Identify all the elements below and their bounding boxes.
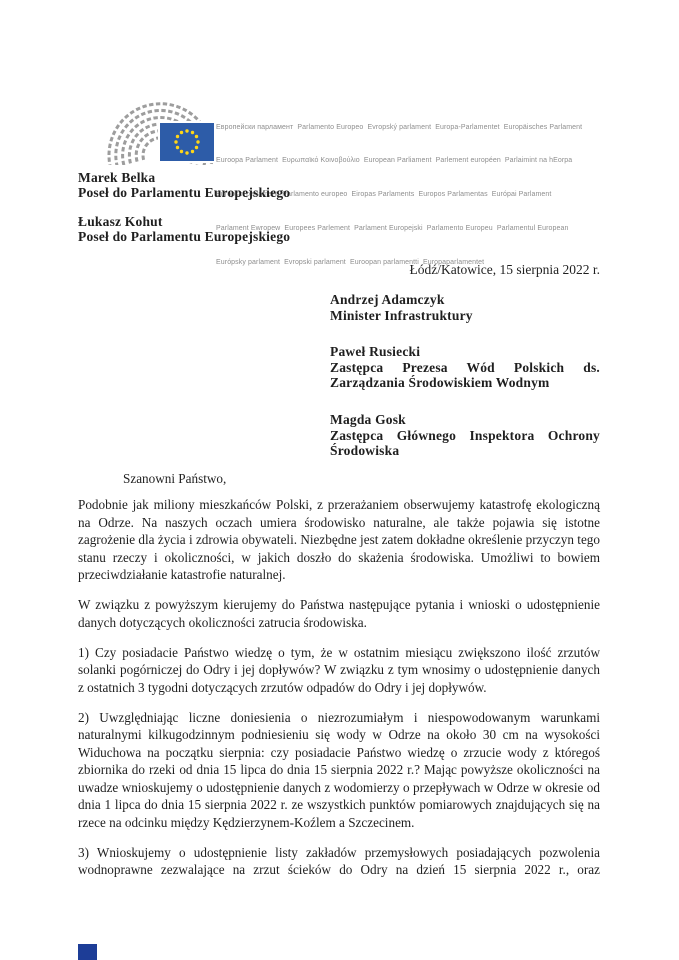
sender-block <box>78 170 600 244</box>
recipient-title: Zastępca Prezesa Wód Polskich ds. Zarządzania Środowiskiem Wodnym <box>330 359 600 390</box>
sender-1 <box>78 170 600 200</box>
sender-title: Poseł do Parlamentu Europejskiego <box>78 185 291 200</box>
logo-text-line: Euroopa Parlament Ευρωπαϊκό Κοινοβούλιο European Parliament Parlement européen Parlaimint na hEorpa <box>216 157 573 165</box>
sender-2 <box>78 214 600 244</box>
recipient-1 <box>330 292 600 323</box>
sender-name: Łukasz Kohut <box>78 214 163 229</box>
salutation: Szanowni Państwo, <box>123 471 227 486</box>
logo-text-line: Európsky parlament Evropski parlament Euroopan parlamentti Europaparlamentet <box>216 259 485 267</box>
sender-title: Poseł do Parlamentu Europejskiego <box>78 229 291 244</box>
recipient-name: Paweł Rusiecki <box>330 344 421 359</box>
paragraph-point-3: 3) Wnioskujemy o udostępnienie listy zakładów przemysłowych posiadających pozwolenia wodnoprawne zezwalające na zrzut ścieków do Odry na dzień 15 sierpnia 2022 r., oraz <box>78 844 600 877</box>
partial-blue-icon <box>78 944 97 960</box>
paragraph-point-2: 2) Uwzględniając liczne doniesienia o niezrozumiałym i niespowodowanym warunkami naturalnymi kilkugodzinnym podniesieniu się wody w Odrze na około 30 cm na wysokości Widuchowa na początku sierpnia: czy posiadacie Państwo wiedzę o zrzucie wody z któregoś zbiornika do rzeki od dnia 15 lipca do dnia 15 sierpnia 2022 r.? Mając powyższe okoliczności na uwadze wnioskujemy o udostępnienie danych z wodomierzy o przepływach w Odrze w okresie od dnia 1 lipca do dnia 15 sierpnia 2022 r. ze wszystkich punktów pomiarowych znajdujących się na rzece na odcinku między Kędzierzynem-Koźlem a Szczecinem. <box>78 709 600 830</box>
logo-text-line: Европейски парламент Parlamento Europeo Evropský parlament Europa-Parlamentet Europäisches Parlament <box>216 123 583 131</box>
paragraph-point-1: 1) Czy posiadacie Państwo wiedzę o tym, że w ostatnim miesiącu zwiększono ilość zrzutów solanki pogórniczej do Odry i jej dopływów? W związku z tym wnosimy o udostępnienie danych z ostatnich 3 tygodni dotyczących zrzutów odpadów do Odry i jej dopływów. <box>78 644 600 695</box>
recipient-name: Andrzej Adamczyk <box>330 292 445 307</box>
eu-flag-icon <box>160 123 214 161</box>
paragraph-intro: Podobnie jak miliony mieszkańców Polski, z przerażaniem obserwujemy katastrofę ekologiczną na Odrze. Na naszych oczach umiera środowisko naturalne, ale także pojawia się istotne zagrożenie dla życia i zdrowia obywateli. Niezbędne jest zatem dokładne określenie przyczyn tego stanu rzeczy i okoliczności, w jakich doszło do skażenia środowiska. Umożliwi to bowiem przeciwdziałanie katastrofie naturalnej. <box>78 497 600 582</box>
paragraph-request: W związku z powyższym kierujemy do Państwa następujące pytania i wnioski o udostępnienie danych dotyczących okoliczności zatrucia środowiska. <box>78 597 600 630</box>
letter-body <box>78 496 600 891</box>
recipient-title: Minister Infrastruktury <box>330 307 473 323</box>
logo-text-line: Parlament Ewropew Europees Parlement Parlament Europejski Parlamento Europeu Parlamentul European <box>216 225 569 233</box>
sender-name: Marek Belka <box>78 170 156 185</box>
recipient-3 <box>330 412 600 459</box>
logo-text-line: Europski parlament Parlamento europeo Eiropas Parlaments Europos Parlamentas Európai Parlament <box>216 191 552 199</box>
recipient-name: Magda Gosk <box>330 412 406 427</box>
dateline: Łódź/Katowice, 15 sierpnia 2022 r. <box>409 262 600 277</box>
recipient-2 <box>330 344 600 391</box>
recipient-title: Zastępca Głównego Inspektora Ochrony Środowiska <box>330 427 600 458</box>
